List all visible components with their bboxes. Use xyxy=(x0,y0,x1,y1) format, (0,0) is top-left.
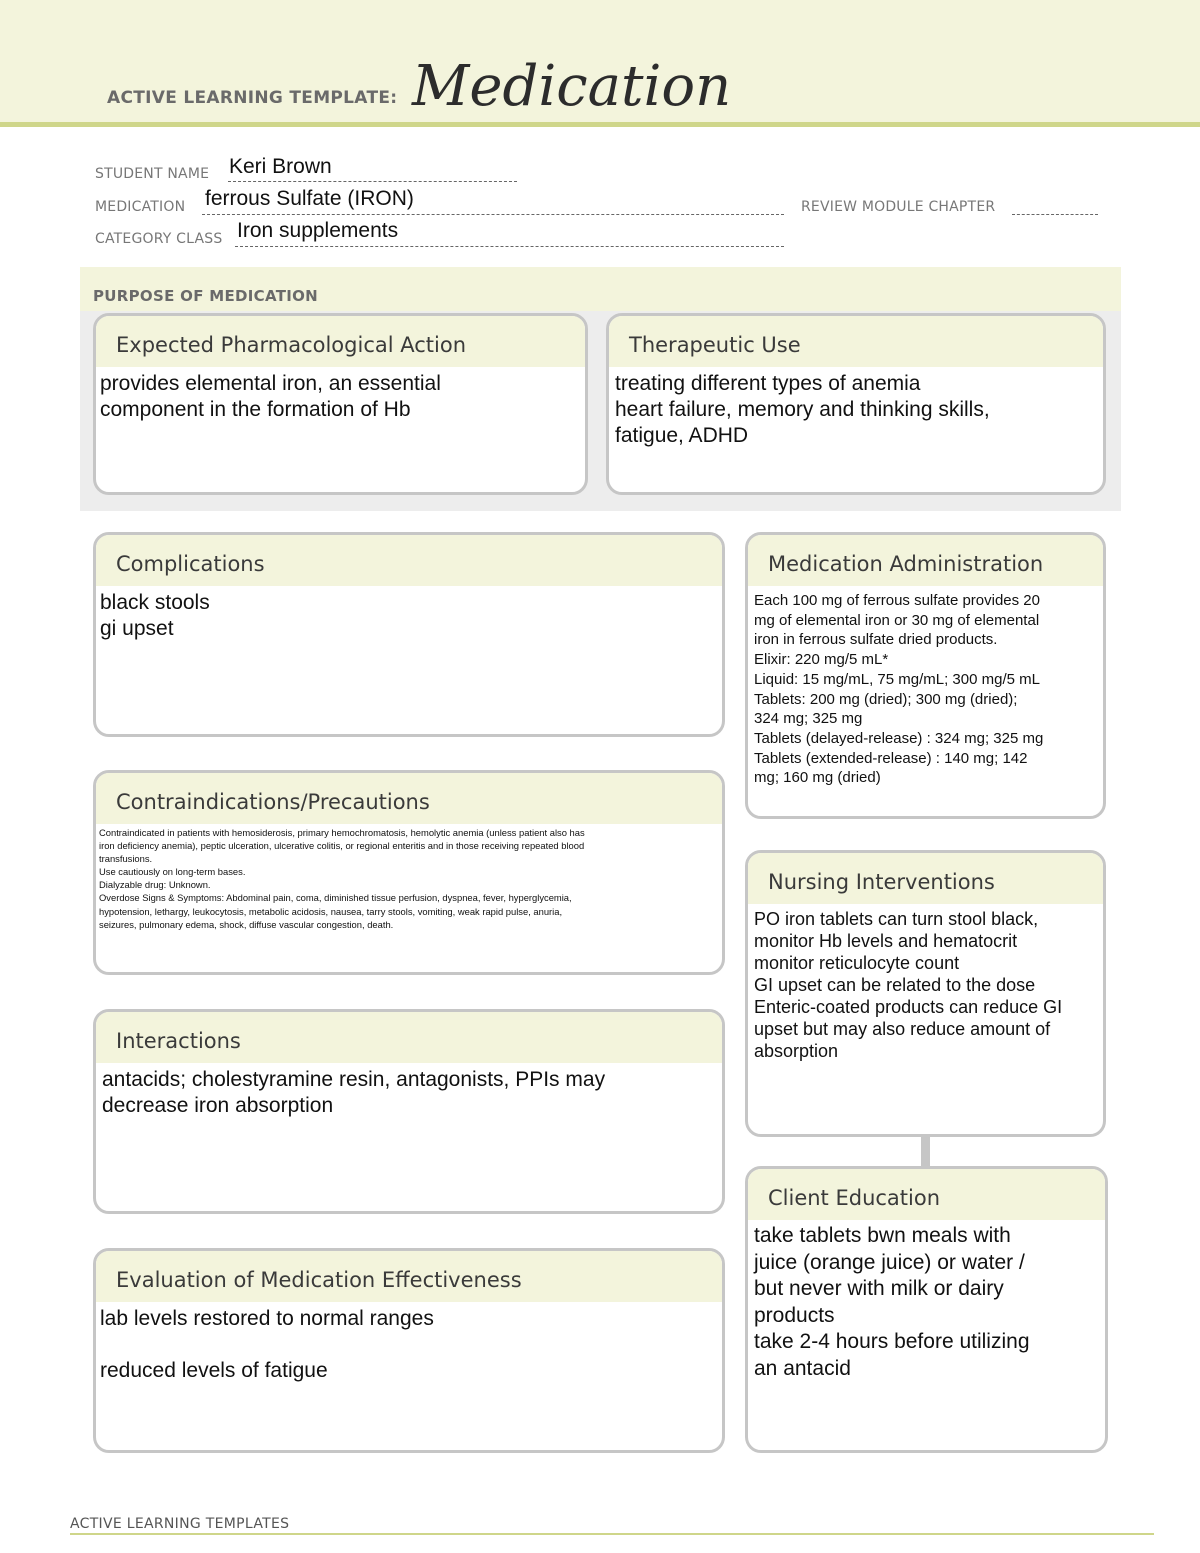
expected-action-title: Expected Pharmacological Action xyxy=(96,316,585,367)
client-education-card xyxy=(745,1166,1108,1453)
student-name-label: STUDENT NAME xyxy=(95,166,210,182)
purpose-label: PURPOSE OF MEDICATION xyxy=(93,287,319,305)
administration-body[interactable]: Each 100 mg of ferrous sulfate provides 20 mg of elemental iron or 30 mg of elemental iron in ferrous sulfate dried products. Elixir: 220 mg/5 mL* Liquid: 15 mg/mL, 75 mg/mL; 300 mg/5 mL Tablets: 200 mg (dried); 300 mg (dried); 324 mg; 325 mg Tablets (delayed-release) : 324 mg; 325 mg Tablets (extended-release) : 140 mg; 142 mg; 160 mg (dried) xyxy=(754,592,1044,787)
footer-label: ACTIVE LEARNING TEMPLATES xyxy=(70,1516,290,1532)
evaluation-body[interactable]: lab levels restored to normal ranges reduced levels of fatigue xyxy=(100,1307,434,1382)
client-education-body[interactable]: take tablets bwn meals with juice (orange juice) or water / but never with milk or dairy products take 2-4 hours before utilizing an antacid xyxy=(754,1224,1030,1380)
interactions-title: Interactions xyxy=(96,1012,722,1063)
therapeutic-use-title: Therapeutic Use xyxy=(609,316,1103,367)
therapeutic-use-body[interactable]: treating different types of anemia heart failure, memory and thinking skills, fatigue, ADHD xyxy=(615,372,990,447)
contraindications-body[interactable]: Contraindicated in patients with hemosiderosis, primary hemochromatosis, hemolytic anemia (unless patient also has iron deficiency anemia), peptic ulceration, ulcerative colitis, or regional enteritis and in those receiving repeated blood transfusions. Use cautiously on long-term bases. Dialyzable drug: Unknown. Overdose Signs & Symptoms: Abdominal pain, coma, diminished tissue perfusion, dyspnea, fever, hyperglycemia, hypotension, lethargy, leukocytosis, metabolic acidosis, nausea, tarry stools, vomiting, weak rapid pulse, anuria, seizures, pulmonary edema, shock, diffuse vascular congestion, death. xyxy=(99,827,585,930)
interactions-card xyxy=(93,1009,725,1214)
client-education-title: Client Education xyxy=(748,1169,1105,1220)
medication-line xyxy=(202,214,784,215)
template-label: ACTIVE LEARNING TEMPLATE: xyxy=(107,88,398,108)
category-class-label: CATEGORY CLASS xyxy=(95,231,223,247)
expected-action-body[interactable]: provides elemental iron, an essential component in the formation of Hb xyxy=(100,372,441,421)
student-name-line xyxy=(228,181,517,182)
page-title: Medication xyxy=(412,54,732,119)
evaluation-card xyxy=(93,1248,725,1453)
contraindications-title: Contraindications/Precautions xyxy=(96,773,722,824)
card-connector xyxy=(921,1135,930,1167)
category-class-line xyxy=(235,246,784,247)
header-rule xyxy=(0,122,1200,127)
complications-card xyxy=(93,532,725,737)
review-module-label: REVIEW MODULE CHAPTER xyxy=(801,199,996,215)
nursing-interventions-card xyxy=(745,850,1106,1137)
footer-rule xyxy=(70,1533,1154,1535)
review-module-line xyxy=(1012,214,1098,215)
complications-title: Complications xyxy=(96,535,722,586)
medication-label: MEDICATION xyxy=(95,199,186,215)
category-class-field[interactable]: Iron supplements xyxy=(237,219,399,242)
complications-body[interactable]: black stools gi upset xyxy=(100,591,210,640)
student-name-field[interactable]: Keri Brown xyxy=(229,155,332,178)
contraindications-card xyxy=(93,770,725,975)
nursing-interventions-body[interactable]: PO iron tablets can turn stool black, monitor Hb levels and hematocrit monitor reticulocyte count GI upset can be related to the dose Enteric-coated products can reduce GI upset but may also reduce amount of absorption xyxy=(754,909,1063,1061)
interactions-body[interactable]: antacids; cholestyramine resin, antagonists, PPIs may decrease iron absorption xyxy=(102,1068,606,1117)
evaluation-title: Evaluation of Medication Effectiveness xyxy=(96,1251,722,1302)
nursing-interventions-title: Nursing Interventions xyxy=(748,853,1103,904)
administration-card xyxy=(745,532,1106,819)
administration-title: Medication Administration xyxy=(748,535,1103,586)
therapeutic-use-card xyxy=(606,313,1106,495)
medication-field[interactable]: ferrous Sulfate (IRON) xyxy=(205,187,414,210)
expected-action-card xyxy=(93,313,588,495)
